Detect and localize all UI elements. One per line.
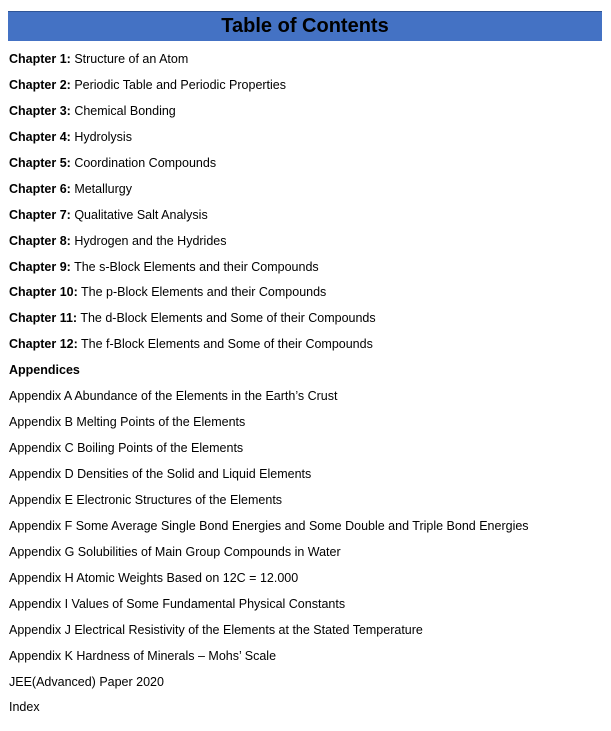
- chapter-title: Periodic Table and Periodic Properties: [74, 77, 287, 92]
- toc-chapter-9[interactable]: [9, 258, 605, 284]
- toc-appendix-h[interactable]: Appendix H Atomic Weights Based on 12C = 12.000: [9, 570, 299, 585]
- chapter-title: Qualitative Salt Analysis: [74, 207, 208, 222]
- toc-appendix-e[interactable]: Appendix E Electronic Structures of the Elements: [9, 492, 283, 507]
- toc-appendix-c[interactable]: Appendix C Boiling Points of the Elements: [9, 441, 244, 456]
- chapter-title: Structure of an Atom: [74, 52, 189, 66]
- chapter-title: Metallurgy: [74, 181, 132, 196]
- chapter-label: Chapter 8:: [9, 233, 71, 248]
- toc-chapter-7[interactable]: [9, 206, 605, 232]
- toc-appendix-b[interactable]: Appendix B Melting Points of the Elements: [9, 415, 246, 430]
- toc-index[interactable]: Index: [9, 700, 40, 715]
- chapter-label: Chapter 6:: [9, 181, 71, 196]
- toc-appendix-j[interactable]: Appendix J Electrical Resistivity of the Elements at the Stated Temperature: [9, 622, 423, 637]
- chapter-label: Chapter 7:: [9, 207, 71, 222]
- toc-appendix-k[interactable]: Appendix K Hardness of Minerals – Mohs’ Scale: [9, 648, 277, 663]
- toc-appendix-d[interactable]: Appendix D Densities of the Solid and Liquid Elements: [9, 467, 312, 481]
- chapter-title: The p-Block Elements and their Compounds: [81, 285, 327, 300]
- toc-title: Table of Contents: [221, 15, 389, 37]
- chapter-label: Chapter 11:: [9, 311, 78, 326]
- chapter-label: Chapter 3:: [9, 103, 71, 118]
- toc-chapter-3[interactable]: [9, 102, 605, 128]
- appendices-heading: Appendices: [9, 363, 80, 378]
- chapter-title: The f-Block Elements and Some of their Compounds: [81, 337, 373, 352]
- toc-appendix-i[interactable]: Appendix I Values of Some Fundamental Physical Constants: [9, 596, 346, 611]
- chapter-title: Coordination Compounds: [74, 155, 217, 170]
- toc-chapter-5[interactable]: [9, 154, 605, 180]
- chapter-label: Chapter 5:: [9, 155, 71, 170]
- toc-list: [9, 50, 605, 724]
- chapter-label: Chapter 10:: [9, 285, 78, 300]
- toc-chapter-2[interactable]: [9, 76, 605, 102]
- toc-appendix-g[interactable]: Appendix G Solubilities of Main Group Compounds in Water: [9, 544, 341, 559]
- toc-appendix-f[interactable]: Appendix F Some Average Single Bond Energies and Some Double and Triple Bond Energies: [9, 518, 529, 533]
- toc-chapter-8[interactable]: [9, 232, 605, 258]
- toc-chapter-12[interactable]: [9, 335, 605, 361]
- toc-chapter-10[interactable]: [9, 283, 605, 309]
- toc-chapter-11[interactable]: [9, 309, 605, 335]
- chapter-title: The s-Block Elements and their Compounds: [74, 259, 319, 274]
- chapter-title: Hydrogen and the Hydrides: [74, 233, 227, 248]
- chapter-label: Chapter 2:: [9, 77, 71, 92]
- chapter-label: Chapter 1:: [9, 52, 71, 66]
- toc-jee-paper[interactable]: JEE(Advanced) Paper 2020: [9, 674, 164, 689]
- toc-appendix-a[interactable]: Appendix A Abundance of the Elements in the Earth’s Crust: [9, 389, 338, 404]
- chapter-label: Chapter 4:: [9, 129, 71, 144]
- chapter-title: Chemical Bonding: [74, 103, 176, 118]
- chapter-label: Chapter 12:: [9, 337, 78, 352]
- toc-chapter-6[interactable]: [9, 180, 605, 206]
- toc-header: [8, 11, 602, 41]
- chapter-title: The d-Block Elements and Some of their Compounds: [80, 311, 376, 326]
- chapter-title: Hydrolysis: [74, 129, 132, 144]
- toc-chapter-1[interactable]: [9, 50, 605, 76]
- toc-chapter-4[interactable]: [9, 128, 605, 154]
- chapter-label: Chapter 9:: [9, 259, 71, 274]
